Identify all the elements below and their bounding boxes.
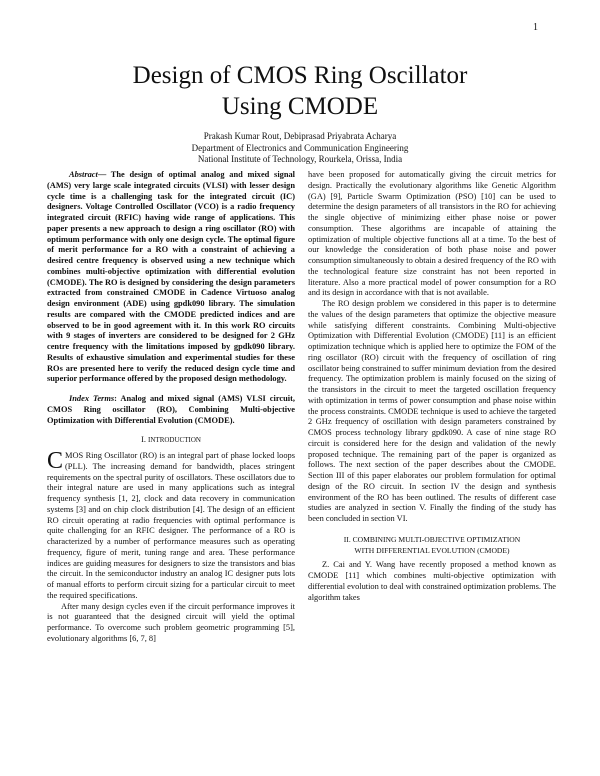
index-terms-label: Index Terms — [69, 394, 115, 403]
title-line-2: Using CMODE — [221, 93, 379, 120]
index-terms — [47, 394, 295, 426]
section-2-paragraph-1: Z. Cai and Y. Wang have recently proposed a method known as CMODE [11] which combines multi-objective optimization with differential evolution to deal with constrained optimization problems. The algorithm takes — [308, 560, 556, 602]
title-line-1: Design of CMOS Ring Oscillator — [132, 62, 468, 89]
section-heading-cmode — [308, 535, 556, 557]
section-title: INTRODUCTION — [148, 436, 201, 445]
section-2-title-line-1: II. COMBINING MULTI-OBJECTIVE OPTIMIZATION — [343, 534, 521, 544]
intro-paragraph-1: CMOS Ring Oscillator (RO) is an integral part of phase locked loops (PLL). The increasing demand for bandwidth, places stringent requirements on the spectral purity of oscillators. These oscillators due to their integral nature are used in many applications such as integral frequency synthesis [1, 2], clock and data recovery in communication systems [3] and on chip clock distribution [4]. The design of an efficient RO circuit operating at radio frequencies with optimal performance is quite challenging for an RFIC designer. The performance of a RO is characterized by a number of performance measures such as operating frequency, figure of merit, tuning range and area. These performance indices are guiding measures for designers to size the transistors and bias the circuit. In the semiconductor industry an analog IC designer puts lots of manual efforts to perform circuit sizing for a particular circuit to meet the required specifications. — [47, 448, 295, 600]
abstract-label: Abstract — [69, 170, 98, 179]
affiliation-department: Department of Electronics and Communication Engineering — [191, 142, 409, 153]
page-number: 1 — [533, 22, 538, 33]
paper-title — [0, 60, 600, 122]
author-names: Prakash Kumar Rout, Debiprasad Priyabrata Acharya — [203, 131, 397, 141]
affiliation-institute: National Institute of Technology, Rourkela, Orissa, India — [197, 154, 403, 164]
index-terms-text: : Analog and mixed signal (AMS) VLSI circuit, CMOS Ring oscillator (RO), Combining Multi-objective Optimization with Differential Evolution (CMODE). — [47, 394, 295, 425]
left-column — [47, 170, 295, 645]
right-column — [308, 170, 556, 603]
section-heading-introduction — [47, 435, 295, 446]
right-paragraph-1: have been proposed for automatically giving the circuit metrics for design. Practically the evolutionary algorithms like Genetic Algorithm (GA) [9], Particle Swarm Optimization (PSO) [10] can be used to determine the design parameters of all transistors in the RO for achieving the single objective of minimizing either phase noise or power consumption. These algorithms are incapable of attaining the optimization of multiple objective functions all at a time. To the best of our knowledge the consideration of both phase noise and power consumption simultaneously to obtain a desired frequency of the RO with the technological feature size constraint has not been reported in literature. Also a more practical model of power consumption for a RO and its design in accordance with that is not available. — [308, 170, 556, 298]
section-2-title-line-2: WITH DIFFERENTIAL EVOLUTION (CMODE) — [354, 545, 510, 555]
author-block — [0, 131, 600, 166]
section-number: I. — [141, 435, 146, 445]
abstract-text: — The design of optimal analog and mixed signal (AMS) very large scale integrated circuits (VLSI) with lesser design cycle time is a challenging task for the integrated circuit (IC) designers. Voltage Controlled Oscillator (VCO) is a radio frequency integrated circuit (RFIC) having wide range of applications. This paper presents a new approach to design a ring oscillator (RO) with optimum performance with only one design cycle. The optimal figure of merit performance for a RO with a constraint of achieving a desired centre frequency is observed using a new technique which combines multi-objective optimization with differential evolution (CMODE). The RO is designed by considering the design parameters extracted from constrained CMODE in Cadence Virtuoso analog design environment (ADE) using gpdk090 library. The simulation results are compared with the CMODE predicted indices and are observed to be in good agreement with it. In this work RO circuits with 9 stages of inverters are considered to be designed for 2 GHz centre frequency with the limitations imposed by gpdk090 library. Results of exhaustive simulation and experimental studies for these ROs are presented here to verify the reduced design cycle time and superior performance offered by the proposed design methodology. — [47, 170, 295, 384]
intro-paragraph-2: After many design cycles even if the circuit performance improves it is not guaranteed that the designed circuit will yield the optimal performance. To overcome such problem geometric programming [5], evolutionary algorithms [6, 7, 8] — [47, 601, 295, 643]
right-paragraph-2: The RO design problem we considered in this paper is to determine the values of the design parameters that optimize the objective measure while satisfying different constraints. Combining Multi-objective Optimization with Differential Evolution (CMODE) [11] is an efficient optimization technique which is applied here to optimize the FOM of the ring oscillator (RO) circuit with the frequency of oscillation of ring oscillator being constrained to suffer minimum deviation from the desired frequency. The optimization problem is mainly focused on the sizing of the transistors in the circuit to meet the targeted oscillation frequency with optimization in terms of power consumption and phase noise within the process constraints. CMODE technique is used to achieve the targeted 2 GHz frequency of oscillation with design parameters constrained by CMOS process technology library gpdk090. A case of nine stage RO circuit is considered here for the design and validation of the newly proposed technique. The remaining part of the paper is organized as follows. The next section of the paper describes about the CMODE. Section III of this paper elaborates our problem formulation for optimal design of the RO circuit. In section IV the design and synthesis environment of the RO has been outlined. The results of different case studies are analyzed in section V. Finally the finding of the study has been concluded in section VI. — [308, 299, 556, 523]
abstract — [47, 170, 295, 385]
